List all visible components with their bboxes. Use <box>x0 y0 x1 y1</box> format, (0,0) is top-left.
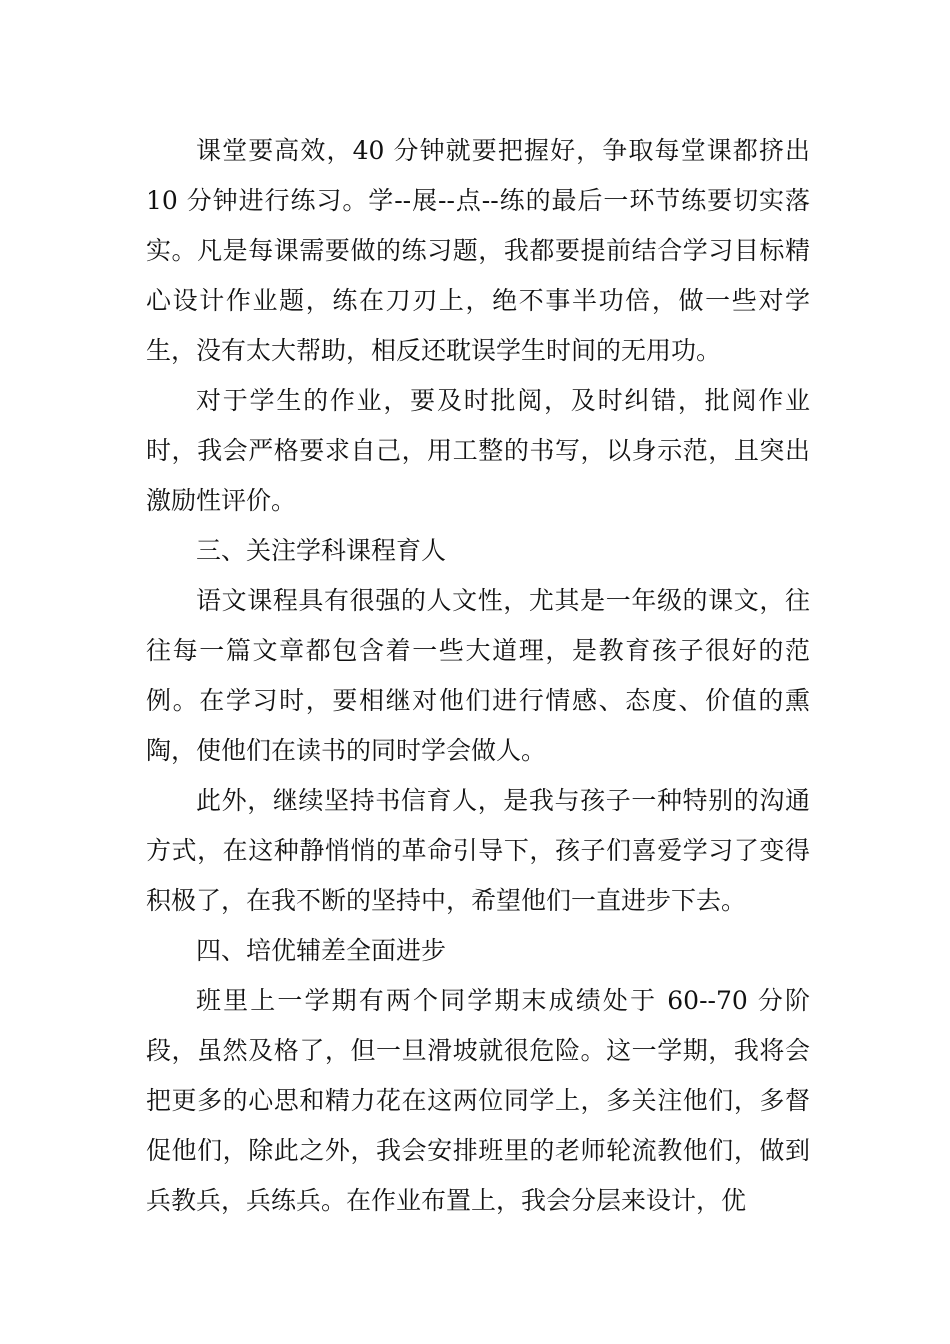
paragraph-homework-review: 对于学生的作业，要及时批阅，及时纠错，批阅作业时，我会严格要求自己，用工整的书写，以身示范，且突出激励性评价。 <box>146 386 810 515</box>
paragraph-chinese-curriculum: 语文课程具有很强的人文性，尤其是一年级的课文，往往每一篇文章都包含着一些大道理，是教育孩子很好的范例。在学习时，要相继对他们进行情感、态度、价值的熏陶，使他们在读书的同时学会做人。 <box>146 586 810 765</box>
section-heading-3: 三、关注学科课程育人 <box>196 536 447 565</box>
section-heading-4: 四、培优辅差全面进步 <box>196 936 447 965</box>
document-body <box>146 126 810 1226</box>
paragraph-classroom-efficiency: 课堂要高效，40 分钟就要把握好，争取每堂课都挤出 10 分钟进行练习。学--展--点--练的最后一环节练要切实落实。凡是每课需要做的练习题，我都要提前结合学习目标精心设计作业题，练在刀刃上，绝不事半功倍，做一些对学生，没有太大帮助，相反还耽误学生时间的无用功。 <box>146 136 810 365</box>
paragraph-tutoring: 班里上一学期有两个同学期末成绩处于 60--70 分阶段，虽然及格了，但一旦滑坡就很危险。这一学期，我将会把更多的心思和精力花在这两位同学上，多关注他们，多督促他们，除此之外，我会安排班里的老师轮流教他们，做到兵教兵，兵练兵。在作业布置上，我会分层来设计，优 <box>146 986 810 1215</box>
paragraph-letter-education: 此外，继续坚持书信育人，是我与孩子一种特别的沟通方式，在这种静悄悄的革命引导下，孩子们喜爱学习了变得积极了，在我不断的坚持中，希望他们一直进步下去。 <box>146 786 810 915</box>
